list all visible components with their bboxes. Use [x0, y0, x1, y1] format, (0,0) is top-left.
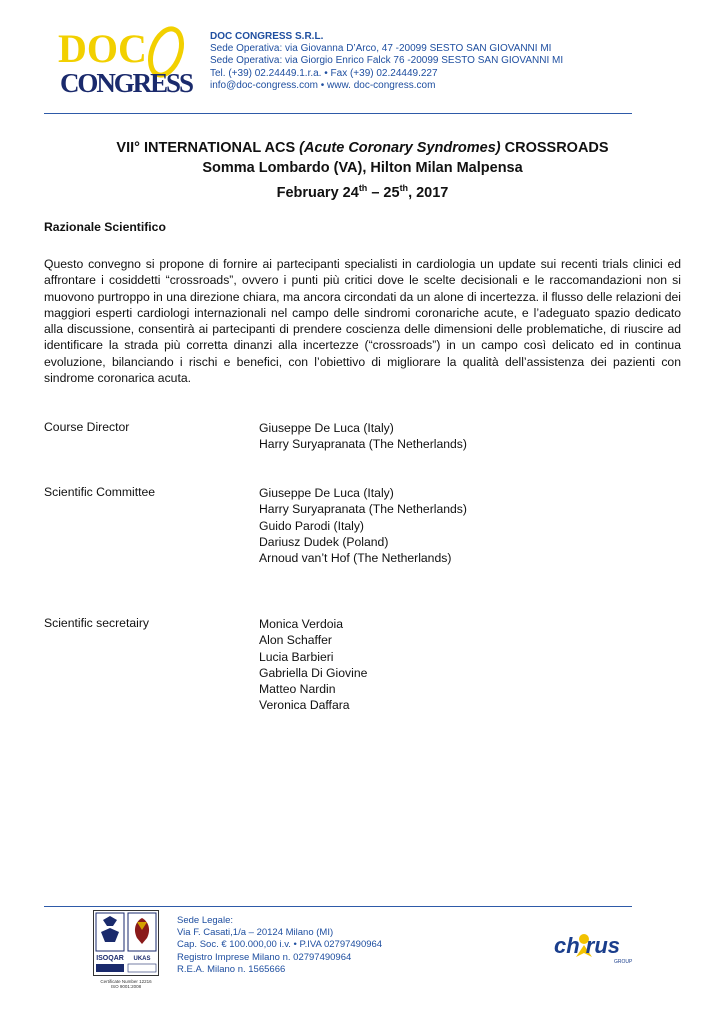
legal-register: Registro Imprese Milano n. 02797490964 — [177, 951, 352, 963]
logo-congress-text: CONGRESS — [60, 68, 194, 98]
cert-standard: ISO 9001:2008 — [110, 984, 142, 989]
doc-congress-logo — [58, 22, 196, 100]
course-director-names — [259, 420, 467, 453]
person-name: Lucia Barbieri — [259, 649, 334, 664]
legal-heading: Sede Legale: — [177, 915, 233, 926]
person-name: Matteo Nardin — [259, 682, 336, 697]
email-web-line: info@doc-congress.com • www. doc-congress.com — [210, 79, 436, 91]
role-label-course-director: Course Director — [44, 420, 130, 434]
footer-divider — [44, 906, 632, 907]
chorus-group-logo — [552, 925, 634, 975]
title-line-3 — [0, 178, 725, 203]
phone-fax-line: Tel. (+39) 02.24449.1.r.a. • Fax (+39) 02.24449.227 — [210, 67, 438, 79]
person-name: Veronica Daffara — [259, 698, 350, 713]
person-name: Alon Schaffer — [259, 633, 332, 648]
address-line-2: Sede Operativa: via Giorgio Enrico Falck 76 -20099 SESTO SAN GIOVANNI MI — [210, 55, 564, 67]
legal-rea: R.E.A. Milano n. 1565666 — [177, 963, 286, 975]
legal-capital: Cap. Soc. € 100.000,00 i.v. • P.IVA 02797490964 — [177, 939, 383, 951]
title-line-2: Somma Lombardo (VA), Hilton Milan Malpensa — [202, 160, 523, 176]
date-start: February 24 — [276, 184, 359, 201]
company-name: DOC CONGRESS S.R.L. — [210, 31, 324, 42]
certificate-number — [93, 979, 159, 989]
scientific-secretary-names — [259, 616, 367, 714]
legal-info — [177, 915, 382, 976]
person-name: Harry Suryapranata (The Netherlands) — [259, 502, 467, 517]
title-text-end: CROSSROADS — [500, 140, 609, 156]
chorus-group-text: GROUP — [614, 959, 633, 965]
person-name: Harry Suryapranata (The Netherlands) — [259, 437, 467, 452]
role-label-scientific-secretary: Scientific secretairy — [44, 616, 149, 630]
date-suffix-1: th — [358, 183, 368, 193]
person-name: Arnoud van’t Hof (The Netherlands) — [259, 551, 452, 566]
company-contact — [210, 31, 563, 92]
person-name: Monica Verdoia — [259, 617, 344, 631]
title-line-1 — [0, 138, 725, 158]
legal-address: Via F. Casati,1/a – 20124 Milano (MI) — [177, 927, 334, 939]
event-title — [0, 138, 725, 203]
address-line-1: Sede Operativa: via Giovanna D’Arco, 47 -20099 SESTO SAN GIOVANNI MI — [210, 43, 552, 55]
title-italic: (Acute Coronary Syndromes) — [299, 140, 501, 156]
header-divider — [44, 113, 632, 114]
person-name: Gabriella Di Giovine — [259, 665, 368, 680]
person-name: Dariusz Dudek (Poland) — [259, 534, 389, 549]
ukas-text: UKAS — [133, 956, 151, 962]
role-label-scientific-committee: Scientific Committee — [44, 485, 156, 499]
scientific-committee-names — [259, 485, 467, 566]
isoqar-certification-logo — [93, 910, 159, 976]
date-year: , 2017 — [408, 184, 449, 201]
person-name: Giuseppe De Luca (Italy) — [259, 421, 394, 435]
person-name: Giuseppe De Luca (Italy) — [259, 486, 394, 500]
chorus-text: ch rus — [554, 933, 621, 958]
date-end: – 25 — [367, 184, 400, 201]
isoqar-text: ISOQAR — [96, 955, 124, 962]
title-text: VII° INTERNATIONAL ACS — [116, 140, 300, 156]
date-suffix-2: th — [399, 183, 409, 193]
logo-doc-text: DOC — [58, 26, 147, 71]
rationale-paragraph: Questo convegno si propone di fornire ai partecipanti specialisti in cardiologia un update sui recenti trials clinici ed affrontare i cosiddetti “crossroads”, ovvero i punti più critici dove le scelte decisionali e le raccomandazioni non si muovono purtroppo in una direzione chiara, ma ancora circondati da un alone di incertezza. il flusso delle relazioni dei maggiori esperti cardiologi internazionali nel campo delle sindromi coronariche acute, e l’adeguato spazio dedicato alla discussione, consentirà ai partecipanti di prendere coscienza delle dimensioni delle problematiche, di riuscire ad identificare la strada più corretta dinanzi alla incertezze (“crossroads”) in un campo così delicato ed in continua evoluzione, bilanciando i rischi e benefici, con l’obiettivo di migliorare la qualità dell’assistenza dei pazienti con sindrome coronarica acuta. — [44, 257, 681, 386]
cert-number: Certificate Number 12216 — [100, 979, 152, 984]
person-name: Guido Parodi (Italy) — [259, 518, 364, 533]
section-heading: Razionale Scientifico — [44, 220, 166, 234]
